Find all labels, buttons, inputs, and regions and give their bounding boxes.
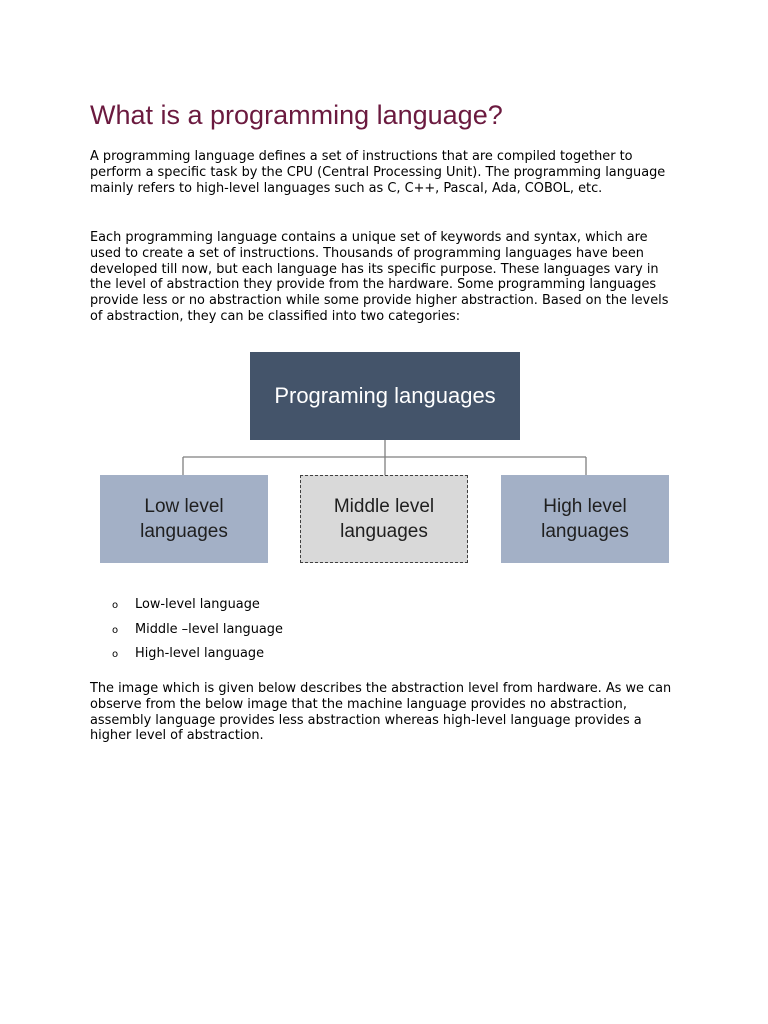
- list-item: [112, 596, 283, 621]
- diagram-root-label: Programing languages: [274, 383, 496, 408]
- abstraction-paragraph: Each programming language contains a unique set of keywords and syntax, which are used to create a set of instructions. Thousands of programming languages have been developed till now, but each language has its specific purpose. These languages vary in the level of abstraction they provide from the hardware. Some programming languages provide less or no abstraction while some provide higher abstraction. Based on the levels of abstraction, they can be classified into two categories:: [90, 230, 669, 324]
- bullet-marker: o: [112, 649, 119, 660]
- diagram-middle-level-box: [300, 475, 468, 563]
- intro-paragraph: A programming language defines a set of instructions that are compiled together to perform a specific task by the CPU (Central Processing Unit). The programming language mainly refers to high-level languages such as C, C++, Pascal, Ada, COBOL, etc.: [90, 149, 666, 196]
- bullet-marker: o: [112, 600, 119, 611]
- summary-paragraph: The image which is given below describes the abstraction level from hardware. As we can observe from the below image that the machine language provides no abstraction, assembly language provides less abstraction whereas high-level language provides a higher level of abstraction.: [90, 681, 672, 744]
- diagram-low-level-box: [100, 475, 268, 563]
- diagram-middle-level-label: Middle level languages: [333, 496, 435, 542]
- language-hierarchy-diagram: [100, 352, 670, 564]
- list-item-label: High-level language: [135, 646, 265, 661]
- list-item-label: Low-level language: [135, 597, 260, 612]
- list-item: [112, 621, 283, 646]
- bullet-marker: o: [112, 624, 119, 636]
- page-title: What is a programming language?: [90, 100, 503, 130]
- diagram-high-level-box: [501, 475, 669, 563]
- diagram-low-level-label: Low level languages: [140, 496, 228, 542]
- list-item: [112, 645, 283, 670]
- diagram-high-level-label: High level languages: [541, 496, 629, 542]
- language-level-list: [112, 596, 283, 670]
- list-item-label: Middle –level language: [135, 621, 283, 637]
- diagram-root-box: [250, 352, 520, 440]
